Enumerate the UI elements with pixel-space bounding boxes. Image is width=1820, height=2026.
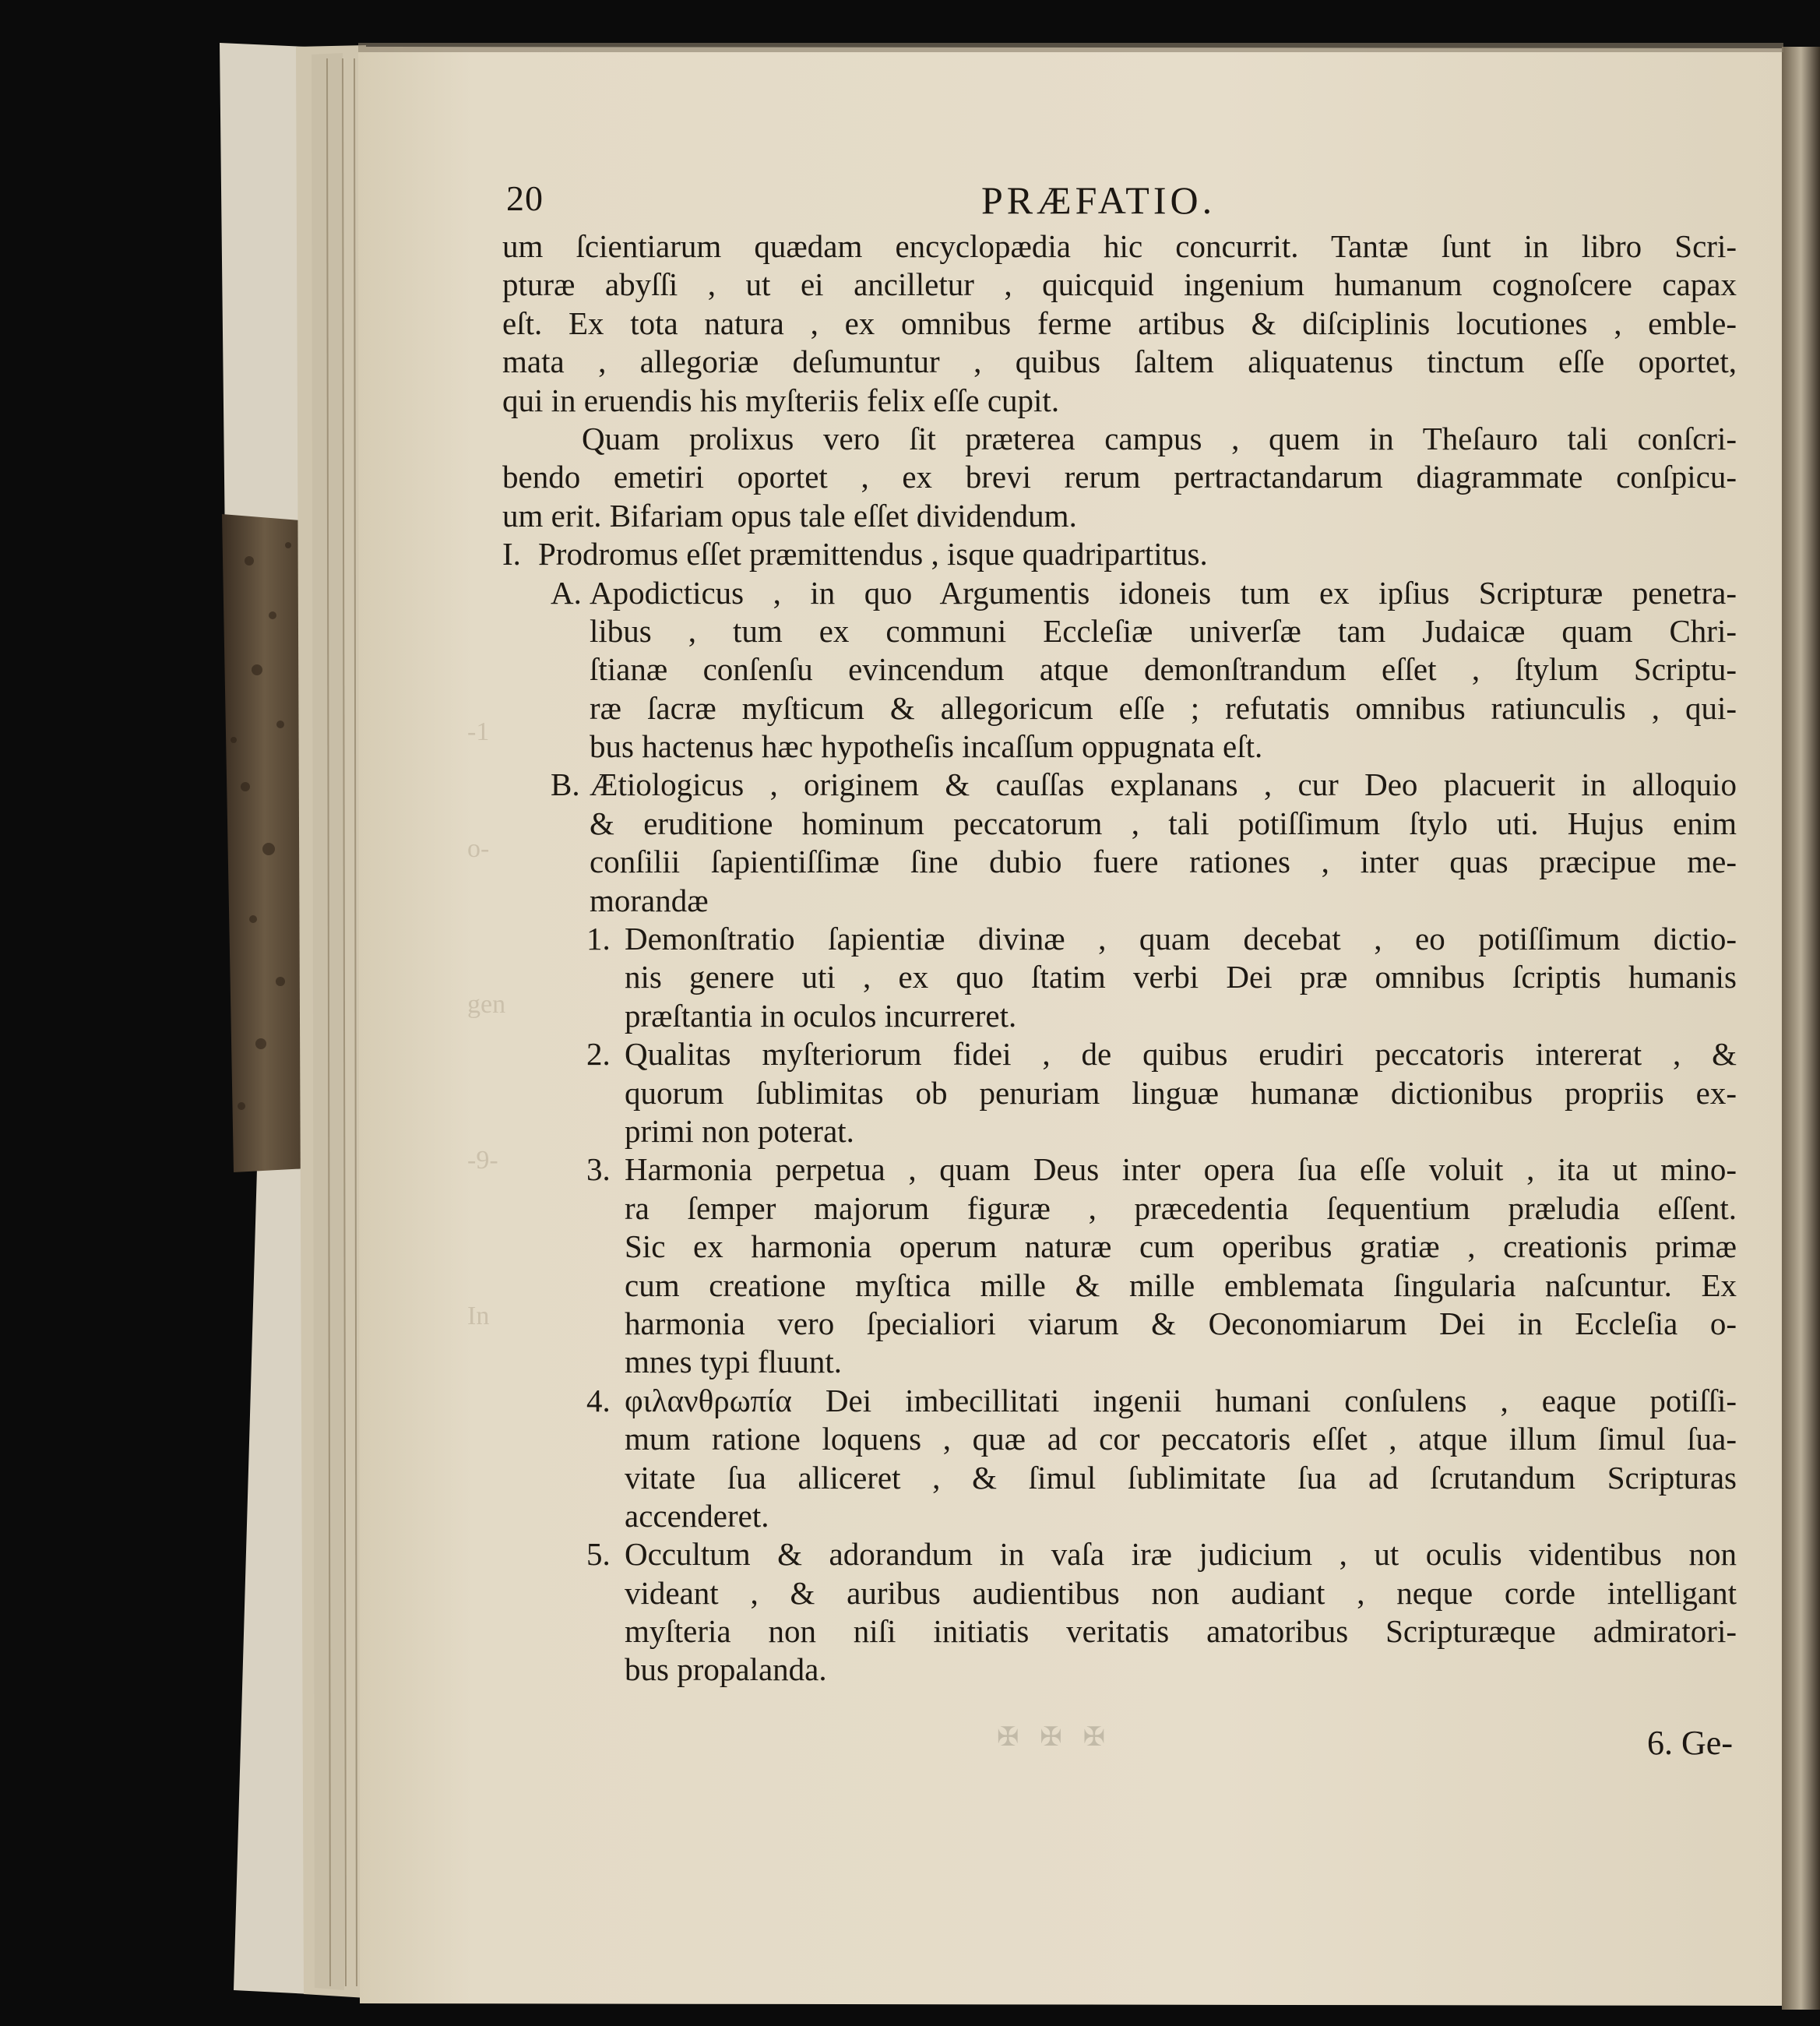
text-line [502,1189,1737,1228]
line-text: φιλανθρωπία Dei imbecillitati ingenii humani conſulens , eaque potiſſi- [625,1382,1737,1418]
line-text: accenderet. [625,1497,769,1534]
text-line [502,920,1737,958]
line-text: bendo emetiri oportet , ex brevi rerum pertractandarum diagrammate conſpicu- [502,459,1737,495]
line-text: Demonſtratio ſapientiæ divinæ , quam decebat , eo potiſſimum dictio- [625,921,1737,957]
svg-text:-1: -1 [467,717,490,746]
line-text: mata , allegoriæ deſumuntur , quibus ſaltem aliquatenus tinctum eſſe oportet, [502,344,1737,380]
text-line [502,1035,1737,1073]
text-line [502,458,1737,496]
text-line [502,882,1737,920]
text-line [502,1074,1737,1112]
line-label: 2. [586,1036,611,1073]
line-text: ra ſemper majorum figuræ , præcedentia ſequentium præludia eſſent. [625,1189,1737,1226]
line-text: Sic ex harmonia operum naturæ cum operibus gratiæ , creationis primæ [625,1228,1737,1265]
text-line [502,689,1737,728]
line-text: Prodromus eſſet præmittendus , isque quadripartitus. [538,536,1208,573]
text-line [502,1382,1737,1420]
text-line [502,574,1737,612]
line-text: primi non poterat. [625,1112,854,1149]
text-line [502,1574,1737,1612]
text-line [502,1150,1737,1189]
text-line [502,1112,1737,1150]
text-line [502,1228,1737,1266]
text-line [502,227,1737,266]
line-text: Apodicticus , in quo Argumentis idoneis tum ex ipſius Scripturæ penetra- [590,574,1737,611]
line-text: qui in eruendis his myſteriis felix eſſe cupit. [502,382,1060,418]
svg-text:gen: gen [467,990,506,1019]
line-text: um ſcientiarum quædam encyclopædia hic concurrit. Tantæ ſunt in libro Scri- [502,228,1737,264]
line-text: cum creatione myſtica mille & mille emblemata ſingularia naſcuntur. Ex [625,1267,1737,1303]
line-text: Qualitas myſteriorum fidei , de quibus erudiri peccatoris intererat , & [625,1036,1737,1073]
line-text: libus , tum ex communi Eccleſiæ univerſæ tam Judaicæ quam Chri- [590,612,1737,649]
text-line [502,958,1737,996]
text-line [502,1612,1737,1651]
catchword: 6. Ge- [1647,1724,1733,1762]
text-line [502,1420,1737,1458]
line-text: bus hactenus hæc hypotheſis incaſſum oppugnata eſt. [590,728,1263,765]
text-line [502,1459,1737,1497]
line-text: vitate ſua alliceret , & ſimul ſublimitate ſua ad ſcrutandum Scripturas [625,1459,1737,1496]
line-label: A. [551,574,582,611]
text-line [502,266,1737,304]
running-head: PRÆFATIO. [981,178,1216,222]
text-line [502,343,1737,381]
line-text: um erit. Bifariam opus tale eſſet dividendum. [502,497,1077,534]
svg-text:-9-: -9- [467,1146,498,1175]
text-line [502,382,1737,420]
line-text: harmonia vero ſpecialiori viarum & Oeconomiarum Dei in Eccleſia o- [625,1305,1737,1341]
line-label: I. [502,536,521,573]
text-line [502,997,1737,1035]
text-line [502,843,1737,881]
text-line [502,1343,1737,1381]
line-text: morandæ [590,882,709,918]
text-line [502,535,1737,573]
ornament-divider: ✠ ✠ ✠ [997,1721,1112,1753]
line-text: pturæ abyſſi , ut ei ancilletur , quicquid ingenium humanum cognoſcere capax [502,266,1737,303]
text-line [502,612,1737,650]
line-label: 3. [586,1151,611,1188]
line-text: nis genere uti , ex quo ſtatim verbi Dei præ omnibus ſcriptis humanis [625,959,1737,995]
line-label: 1. [586,921,611,957]
text-line [502,420,1737,458]
text-line [502,650,1737,689]
line-text: ræ ſacræ myſticum & allegoricum eſſe ; refutatis omnibus ratiunculis , qui- [590,689,1737,726]
line-text: Harmonia perpetua , quam Deus inter opera ſua eſſe voluit , ita ut mino- [625,1151,1737,1188]
text-line [502,805,1737,843]
line-text: conſilii ſapientiſſimæ ſine dubio fuere rationes , inter quas præcipue me- [590,844,1737,880]
line-text: mum ratione loquens , quæ ad cor peccatoris eſſet , atque illum ſimul ſua- [625,1421,1737,1457]
text-line [502,766,1737,804]
page-number: 20 [506,178,544,218]
line-text: bus propalanda. [625,1651,827,1688]
text-line [502,305,1737,343]
text-line [502,1535,1737,1573]
page-header [506,178,1737,232]
line-text: mnes typi fluunt. [625,1344,843,1380]
line-text: myſteria non niſi initiatis veritatis amatoribus Scripturæque admiratori- [625,1613,1737,1650]
svg-text:In: In [467,1302,490,1330]
line-text: ſtianæ conſenſu evincendum atque demonſtrandum eſſet , ſtylum Scriptu- [590,651,1737,688]
text-line [502,728,1737,766]
line-text: videant , & auribus audientibus non audiant , neque corde intelligant [625,1574,1737,1611]
text-line [502,1651,1737,1689]
text-line [502,1267,1737,1305]
line-text: Quam prolixus vero ſit præterea campus , quem in Theſauro tali conſcri- [582,420,1737,456]
line-text: Ætiologicus , originem & cauſſas explanans , cur Deo placuerit in alloquio [590,766,1737,803]
line-label: B. [551,766,580,803]
text-line [502,1305,1737,1343]
line-text: præſtantia in oculos incurreret. [625,997,1017,1034]
body-text [502,227,1737,1690]
line-text: eſt. Ex tota natura , ex omnibus ferme artibus & diſciplinis locutiones , emble- [502,305,1737,341]
line-text: & eruditione hominum peccatorum , tali potiſſimum ſtylo uti. Hujus enim [590,805,1737,841]
text-line [502,497,1737,535]
line-text: quorum ſublimitas ob penuriam linguæ humanæ dictionibus propriis ex- [625,1074,1737,1111]
line-text: Occultum & adorandum in vaſa iræ judicium , ut oculis videntibus non [625,1536,1737,1573]
svg-text:o-: o- [467,834,490,863]
line-label: 4. [586,1382,611,1418]
text-line [502,1497,1737,1535]
line-label: 5. [586,1536,611,1573]
